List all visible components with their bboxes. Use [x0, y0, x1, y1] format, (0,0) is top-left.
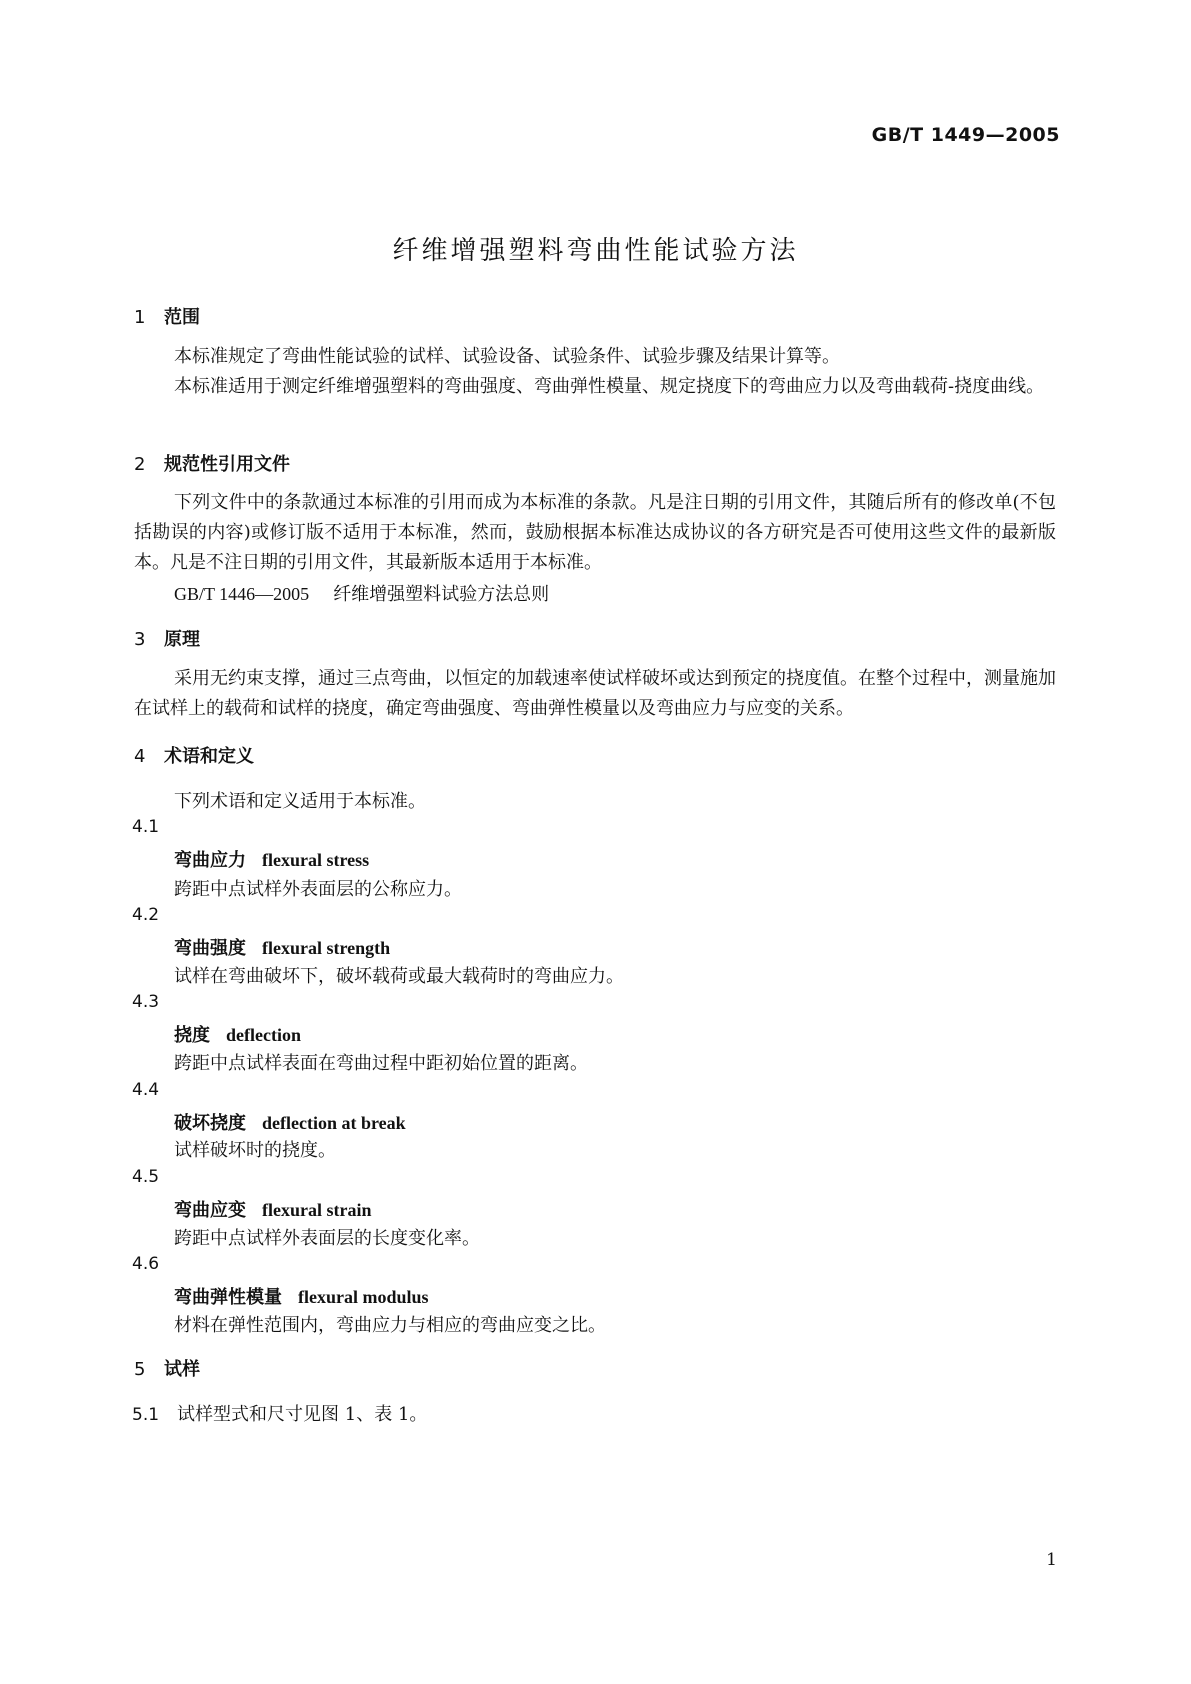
section-title: 规范性引用文件: [164, 454, 290, 475]
principle-paragraph: 采用无约束支撑，通过三点弯曲，以恒定的加载速率使试样破坏或达到预定的挠度值。在整个过程中，测量施加在试样上的载荷和试样的挠度，确定弯曲强度、弯曲弹性模量以及弯曲应力与应变的关系。: [134, 668, 1056, 719]
term-definition: 试样破坏时的挠度。: [174, 1140, 336, 1161]
section-heading-terms: [134, 742, 254, 768]
section-number: 3: [134, 629, 146, 650]
scope-paragraph-2: 本标准适用于测定纤维增强塑料的弯曲强度、弯曲弹性模量、规定挠度下的弯曲应力以及弯曲载荷-挠度曲线。: [174, 376, 1045, 397]
term-deflection-at-break: [174, 1109, 406, 1135]
reference-entry: [174, 580, 549, 606]
clause-number: 4.4: [132, 1080, 160, 1100]
term-en: deflection at break: [262, 1113, 406, 1133]
clause-number: 4.5: [132, 1167, 160, 1187]
term-en: flexural strain: [262, 1200, 372, 1220]
term-flexural-strain: [174, 1196, 372, 1222]
term-zh: 弯曲应变: [174, 1200, 246, 1221]
term-definition: 跨距中点试样外表面层的长度变化率。: [174, 1228, 480, 1249]
page-number: 1: [1046, 1550, 1057, 1570]
section-number: 2: [134, 454, 146, 475]
term-zh: 弯曲弹性模量: [174, 1287, 282, 1308]
term-zh: 破坏挠度: [174, 1113, 246, 1134]
clause-number: 4.1: [132, 817, 160, 837]
section-heading-normative-references: [134, 450, 290, 476]
section-heading-principle: [134, 625, 200, 651]
section-title: 术语和定义: [164, 746, 254, 767]
clause-number: 4.6: [132, 1254, 160, 1274]
section-number: 1: [134, 307, 146, 328]
term-deflection: [174, 1021, 301, 1047]
clause-number: 5.1: [132, 1405, 160, 1425]
reference-title: 纤维增强塑料试验方法总则: [333, 584, 550, 605]
document-title: 纤维增强塑料弯曲性能试验方法: [392, 236, 799, 266]
term-zh: 挠度: [174, 1025, 210, 1046]
section-heading-specimen: [134, 1355, 200, 1381]
section-number: 5: [134, 1359, 146, 1380]
section-title: 范围: [164, 307, 200, 328]
section-title: 试样: [164, 1359, 200, 1380]
term-definition: 跨距中点试样外表面层的公称应力。: [174, 879, 462, 900]
term-definition: 试样在弯曲破坏下，破坏载荷或最大载荷时的弯曲应力。: [174, 966, 624, 987]
reference-code: GB/T 1446—2005: [174, 584, 310, 604]
term-en: flexural stress: [262, 850, 370, 870]
term-flexural-strength: [174, 934, 390, 960]
term-en: flexural modulus: [298, 1287, 429, 1307]
term-flexural-modulus: [174, 1283, 429, 1309]
standard-code: GB/T 1449—2005: [871, 124, 1060, 146]
references-paragraph: 下列文件中的条款通过本标准的引用而成为本标准的条款。凡是注日期的引用文件，其随后所有的修改单(不包括勘误的内容)或修订版不适用于本标准，然而，鼓励根据本标准达成协议的各方研究是否可使用这些文件的最新版本。凡是不注日期的引用文件，其最新版本适用于本标准。: [134, 492, 1056, 573]
term-zh: 弯曲应力: [174, 850, 246, 871]
clause-text: 试样型式和尺寸见图 1、表 1。: [177, 1404, 428, 1425]
term-flexural-stress: [174, 846, 369, 872]
term-zh: 弯曲强度: [174, 938, 246, 959]
term-en: flexural strength: [262, 938, 391, 958]
section-heading-scope: [134, 303, 200, 329]
clause-number: 4.3: [132, 992, 160, 1012]
scope-paragraph-1: 本标准规定了弯曲性能试验的试样、试验设备、试验条件、试验步骤及结果计算等。: [174, 346, 840, 367]
section-number: 4: [134, 746, 146, 767]
term-definition: 材料在弹性范围内，弯曲应力与相应的弯曲应变之比。: [174, 1315, 606, 1336]
terms-intro: 下列术语和定义适用于本标准。: [174, 791, 426, 812]
specimen-clause: [132, 1400, 427, 1426]
section-title: 原理: [164, 629, 200, 650]
clause-number: 4.2: [132, 905, 160, 925]
term-definition: 跨距中点试样表面在弯曲过程中距初始位置的距离。: [174, 1053, 588, 1074]
term-en: deflection: [226, 1025, 301, 1045]
